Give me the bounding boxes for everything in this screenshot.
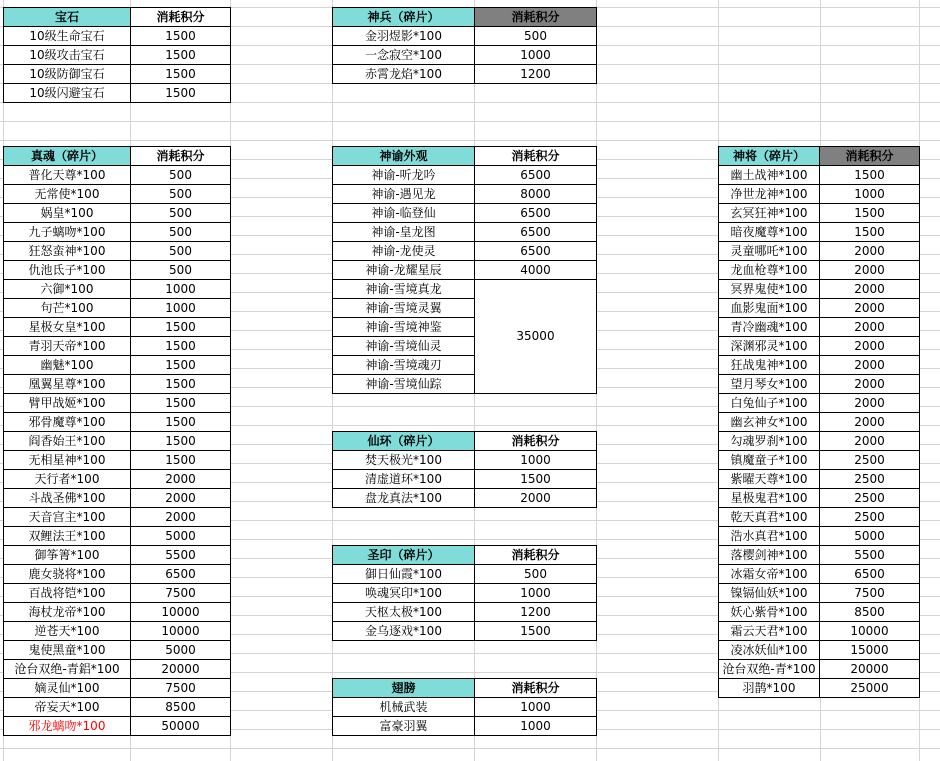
table-row bbox=[4, 185, 231, 204]
item-name-cell[interactable]: 星极女皇*100 bbox=[4, 318, 131, 337]
item-name-cell[interactable]: 御筝箐*100 bbox=[4, 546, 131, 565]
points-cell[interactable]: 5000 bbox=[131, 641, 231, 660]
table-row bbox=[4, 565, 231, 584]
table-row bbox=[719, 660, 920, 679]
table-row bbox=[4, 84, 231, 103]
points-cell[interactable]: 5000 bbox=[131, 527, 231, 546]
table-row bbox=[333, 204, 597, 223]
item-name-cell[interactable]: 落樱剑神*100 bbox=[719, 546, 820, 565]
item-name-cell[interactable]: 神谕-遇见龙 bbox=[333, 185, 475, 204]
item-name-cell[interactable]: 幽土战神*100 bbox=[719, 166, 820, 185]
table-row bbox=[719, 527, 920, 546]
table-row bbox=[719, 375, 920, 394]
points-cell[interactable]: 1500 bbox=[131, 27, 231, 46]
points-cell[interactable]: 5500 bbox=[131, 546, 231, 565]
points-cell[interactable]: 1000 bbox=[475, 584, 597, 603]
item-name-cell[interactable]: 神谕-雪境真龙 bbox=[333, 280, 475, 299]
points-cell[interactable]: 1200 bbox=[475, 603, 597, 622]
points-cell[interactable]: 50000 bbox=[131, 717, 231, 736]
points-cell[interactable]: 6500 bbox=[475, 204, 597, 223]
table-row bbox=[719, 223, 920, 242]
points-cell[interactable]: 7500 bbox=[131, 584, 231, 603]
points-cell[interactable]: 1500 bbox=[820, 223, 920, 242]
item-name-cell[interactable]: 玄冥狂神*100 bbox=[719, 204, 820, 223]
points-cell[interactable]: 5000 bbox=[820, 527, 920, 546]
item-name-cell[interactable]: 幽玄神女*100 bbox=[719, 413, 820, 432]
table-row bbox=[719, 242, 920, 261]
table-row bbox=[719, 299, 920, 318]
table-row bbox=[4, 717, 231, 736]
header-item-cell[interactable]: 翅膀 bbox=[333, 679, 475, 698]
item-name-cell[interactable]: 嫡灵仙*100 bbox=[4, 679, 131, 698]
points-cell[interactable]: 2000 bbox=[820, 261, 920, 280]
item-name-cell[interactable]: 凌冰妖仙*100 bbox=[719, 641, 820, 660]
table-row bbox=[4, 698, 231, 717]
points-cell[interactable]: 2000 bbox=[820, 318, 920, 337]
item-name-cell[interactable]: 神谕-龙使灵 bbox=[333, 242, 475, 261]
points-cell[interactable]: 2000 bbox=[820, 356, 920, 375]
table-row bbox=[719, 185, 920, 204]
table-row bbox=[333, 489, 597, 508]
item-name-cell[interactable]: 龙血枪尊*100 bbox=[719, 261, 820, 280]
table-row bbox=[4, 641, 231, 660]
item-name-cell[interactable]: 灵童哪吒*100 bbox=[719, 242, 820, 261]
table-row bbox=[333, 698, 597, 717]
points-cell[interactable]: 500 bbox=[131, 166, 231, 185]
item-name-cell[interactable]: 深渊邪灵*100 bbox=[719, 337, 820, 356]
item-name-cell[interactable]: 邪骨魔尊*100 bbox=[4, 413, 131, 432]
table-row bbox=[333, 717, 597, 736]
header-points-cell[interactable]: 消耗积分 bbox=[131, 147, 231, 166]
table-row bbox=[719, 622, 920, 641]
table-row bbox=[333, 46, 597, 65]
shenjiang-table bbox=[718, 146, 920, 698]
points-cell[interactable]: 1500 bbox=[131, 318, 231, 337]
table-row bbox=[4, 470, 231, 489]
item-name-cell[interactable]: 狂战鬼神*100 bbox=[719, 356, 820, 375]
points-cell[interactable]: 1000 bbox=[131, 299, 231, 318]
table-row bbox=[4, 375, 231, 394]
points-cell[interactable]: 2000 bbox=[820, 242, 920, 261]
item-name-cell[interactable]: 双鲤法王*100 bbox=[4, 527, 131, 546]
points-cell[interactable]: 2000 bbox=[820, 299, 920, 318]
table-row bbox=[4, 489, 231, 508]
table-row bbox=[719, 204, 920, 223]
points-cell[interactable]: 20000 bbox=[131, 660, 231, 679]
table-row bbox=[333, 451, 597, 470]
item-name-cell[interactable]: 阎香始王*100 bbox=[4, 432, 131, 451]
table-row bbox=[333, 185, 597, 204]
item-name-cell[interactable]: 白兔仙子*100 bbox=[719, 394, 820, 413]
points-cell[interactable]: 1000 bbox=[475, 698, 597, 717]
table-row bbox=[4, 356, 231, 375]
item-name-cell[interactable]: 10级攻击宝石 bbox=[4, 46, 131, 65]
item-name-cell[interactable]: 海杖龙帝*100 bbox=[4, 603, 131, 622]
table-row bbox=[4, 166, 231, 185]
header-item-cell[interactable]: 神谕外观 bbox=[333, 147, 475, 166]
item-name-cell[interactable]: 青羽天帝*100 bbox=[4, 337, 131, 356]
item-name-cell[interactable]: 御日仙霞*100 bbox=[333, 565, 475, 584]
table-row bbox=[719, 489, 920, 508]
points-cell[interactable]: 6500 bbox=[131, 565, 231, 584]
item-name-cell[interactable]: 金乌逐戏*100 bbox=[333, 622, 475, 641]
item-name-cell[interactable]: 神谕-雪境仙灵 bbox=[333, 337, 475, 356]
points-cell[interactable]: 1000 bbox=[820, 185, 920, 204]
points-cell[interactable]: 10000 bbox=[131, 622, 231, 641]
points-cell[interactable]: 2000 bbox=[475, 489, 597, 508]
header-item-cell[interactable]: 神将（碎片） bbox=[719, 147, 820, 166]
item-name-cell[interactable]: 清虚道环*100 bbox=[333, 470, 475, 489]
table-row bbox=[4, 622, 231, 641]
item-name-cell[interactable]: 紫曜天尊*100 bbox=[719, 470, 820, 489]
points-cell[interactable]: 25000 bbox=[820, 679, 920, 698]
header-points-cell[interactable]: 消耗积分 bbox=[475, 546, 597, 565]
table-row bbox=[719, 508, 920, 527]
points-cell[interactable]: 7500 bbox=[131, 679, 231, 698]
item-name-cell[interactable]: 邪龙螭吻*100 bbox=[4, 717, 131, 736]
item-name-cell[interactable]: 斗战圣佛*100 bbox=[4, 489, 131, 508]
item-name-cell[interactable]: 天枢太极*100 bbox=[333, 603, 475, 622]
points-cell[interactable]: 500 bbox=[475, 27, 597, 46]
points-cell[interactable]: 5500 bbox=[820, 546, 920, 565]
points-cell[interactable]: 2000 bbox=[131, 489, 231, 508]
item-name-cell[interactable]: 羽鹊*100 bbox=[719, 679, 820, 698]
points-cell[interactable]: 7500 bbox=[820, 584, 920, 603]
points-cell[interactable]: 2000 bbox=[820, 337, 920, 356]
table-row bbox=[719, 413, 920, 432]
header-row bbox=[333, 679, 597, 698]
points-cell[interactable]: 6500 bbox=[475, 166, 597, 185]
table-row bbox=[4, 527, 231, 546]
points-cell[interactable]: 1000 bbox=[475, 451, 597, 470]
table-row bbox=[4, 603, 231, 622]
points-cell[interactable]: 2500 bbox=[820, 489, 920, 508]
table-row bbox=[4, 584, 231, 603]
points-cell[interactable]: 8000 bbox=[475, 185, 597, 204]
item-name-cell[interactable]: 神谕-听龙吟 bbox=[333, 166, 475, 185]
table-row bbox=[4, 432, 231, 451]
table-row bbox=[4, 394, 231, 413]
points-cell[interactable]: 8500 bbox=[820, 603, 920, 622]
points-cell[interactable]: 2000 bbox=[820, 394, 920, 413]
item-name-cell[interactable]: 望月琴女*100 bbox=[719, 375, 820, 394]
points-cell[interactable]: 1500 bbox=[131, 375, 231, 394]
table-row bbox=[719, 641, 920, 660]
table-row bbox=[333, 65, 597, 84]
table-row bbox=[333, 470, 597, 489]
item-name-cell[interactable]: 10级生命宝石 bbox=[4, 27, 131, 46]
item-name-cell[interactable]: 神谕-雪境魂刃 bbox=[333, 356, 475, 375]
table-row bbox=[333, 565, 597, 584]
points-cell[interactable]: 4000 bbox=[475, 261, 597, 280]
item-name-cell[interactable]: 浩水真君*100 bbox=[719, 527, 820, 546]
item-name-cell[interactable]: 狂怒蛮神*100 bbox=[4, 242, 131, 261]
points-cell[interactable]: 2500 bbox=[820, 470, 920, 489]
item-name-cell[interactable]: 句芒*100 bbox=[4, 299, 131, 318]
item-name-cell[interactable]: 暗夜魔尊*100 bbox=[719, 223, 820, 242]
shenyu-table bbox=[332, 146, 597, 394]
item-name-cell[interactable]: 星极鬼君*100 bbox=[719, 489, 820, 508]
header-points-cell[interactable]: 消耗积分 bbox=[475, 8, 597, 27]
table-row bbox=[4, 508, 231, 527]
item-name-cell[interactable]: 焚天极光*100 bbox=[333, 451, 475, 470]
item-name-cell[interactable]: 霜云天君*100 bbox=[719, 622, 820, 641]
merged-points-cell[interactable]: 35000 bbox=[475, 280, 597, 394]
item-name-cell[interactable]: 神谕-龙耀星辰 bbox=[333, 261, 475, 280]
xianhuan-table bbox=[332, 431, 597, 508]
item-name-cell[interactable]: 盘龙真法*100 bbox=[333, 489, 475, 508]
points-cell[interactable]: 1500 bbox=[131, 337, 231, 356]
item-name-cell[interactable]: 镍镉仙妖*100 bbox=[719, 584, 820, 603]
table-row bbox=[4, 65, 231, 84]
table-row bbox=[333, 261, 597, 280]
item-name-cell[interactable]: 无常使*100 bbox=[4, 185, 131, 204]
points-cell[interactable]: 2000 bbox=[820, 375, 920, 394]
points-cell[interactable]: 1500 bbox=[820, 204, 920, 223]
table-row bbox=[333, 166, 597, 185]
item-name-cell[interactable]: 勾魂罗刹*100 bbox=[719, 432, 820, 451]
points-cell[interactable]: 2000 bbox=[131, 470, 231, 489]
item-name-cell[interactable]: 九子螭吻*100 bbox=[4, 223, 131, 242]
item-name-cell[interactable]: 幽魅*100 bbox=[4, 356, 131, 375]
table-row bbox=[719, 432, 920, 451]
points-cell[interactable]: 1500 bbox=[131, 394, 231, 413]
points-cell[interactable]: 2500 bbox=[820, 508, 920, 527]
table-row bbox=[4, 261, 231, 280]
header-item-cell[interactable]: 宝石 bbox=[4, 8, 131, 27]
points-cell[interactable]: 1500 bbox=[131, 451, 231, 470]
table-row bbox=[719, 584, 920, 603]
table-row bbox=[4, 299, 231, 318]
points-cell[interactable]: 2000 bbox=[820, 413, 920, 432]
points-cell[interactable]: 500 bbox=[131, 242, 231, 261]
table-row bbox=[333, 584, 597, 603]
item-name-cell[interactable]: 冥界鬼使*100 bbox=[719, 280, 820, 299]
item-name-cell[interactable]: 鹿女骁将*100 bbox=[4, 565, 131, 584]
table-row bbox=[719, 318, 920, 337]
item-name-cell[interactable]: 逆苍天*100 bbox=[4, 622, 131, 641]
points-cell[interactable]: 15000 bbox=[820, 641, 920, 660]
table-row bbox=[4, 204, 231, 223]
points-cell[interactable]: 1000 bbox=[475, 46, 597, 65]
header-points-cell[interactable]: 消耗积分 bbox=[475, 147, 597, 166]
header-row bbox=[4, 147, 231, 166]
table-row bbox=[719, 166, 920, 185]
table-row bbox=[4, 223, 231, 242]
points-cell[interactable]: 2500 bbox=[820, 451, 920, 470]
points-cell[interactable]: 500 bbox=[131, 261, 231, 280]
table-row bbox=[4, 46, 231, 65]
table-row bbox=[4, 242, 231, 261]
table-row bbox=[719, 280, 920, 299]
table-row bbox=[333, 27, 597, 46]
item-name-cell[interactable]: 机械武装 bbox=[333, 698, 475, 717]
item-name-cell[interactable]: 神谕-雪境灵翼 bbox=[333, 299, 475, 318]
points-cell[interactable]: 1200 bbox=[475, 65, 597, 84]
item-name-cell[interactable]: 臂甲战姬*100 bbox=[4, 394, 131, 413]
item-name-cell[interactable]: 沧台双绝-青鋁*100 bbox=[4, 660, 131, 679]
points-cell[interactable]: 500 bbox=[131, 204, 231, 223]
header-item-cell[interactable]: 圣印（碎片） bbox=[333, 546, 475, 565]
item-name-cell[interactable]: 一念寂空*100 bbox=[333, 46, 475, 65]
points-cell[interactable]: 1500 bbox=[475, 470, 597, 489]
header-row bbox=[333, 546, 597, 565]
item-name-cell[interactable]: 鬼使黑童*100 bbox=[4, 641, 131, 660]
item-name-cell[interactable]: 血影鬼面*100 bbox=[719, 299, 820, 318]
table-row bbox=[333, 603, 597, 622]
header-row bbox=[333, 147, 597, 166]
item-name-cell[interactable]: 神谕-临登仙 bbox=[333, 204, 475, 223]
table-row bbox=[719, 546, 920, 565]
table-row bbox=[333, 622, 597, 641]
item-name-cell[interactable]: 无相星神*100 bbox=[4, 451, 131, 470]
item-name-cell[interactable]: 百战将铠*100 bbox=[4, 584, 131, 603]
header-row bbox=[719, 147, 920, 166]
points-cell[interactable]: 20000 bbox=[820, 660, 920, 679]
points-cell[interactable]: 1500 bbox=[131, 84, 231, 103]
item-name-cell[interactable]: 凰翼星尊*100 bbox=[4, 375, 131, 394]
table-row bbox=[4, 451, 231, 470]
table-row bbox=[333, 223, 597, 242]
item-name-cell[interactable]: 乾天真君*100 bbox=[719, 508, 820, 527]
item-name-cell[interactable]: 普化天尊*100 bbox=[4, 166, 131, 185]
table-row bbox=[4, 660, 231, 679]
points-cell[interactable]: 500 bbox=[475, 565, 597, 584]
points-cell[interactable]: 6500 bbox=[475, 242, 597, 261]
gems-table bbox=[3, 7, 231, 103]
item-name-cell[interactable]: 妖心紫骨*100 bbox=[719, 603, 820, 622]
table-row bbox=[719, 261, 920, 280]
item-name-cell[interactable]: 神谕-雪境仙踪 bbox=[333, 375, 475, 394]
header-points-cell[interactable]: 消耗积分 bbox=[820, 147, 920, 166]
points-cell[interactable]: 1500 bbox=[131, 46, 231, 65]
chibang-table bbox=[332, 678, 597, 736]
item-name-cell[interactable]: 帝妄天*100 bbox=[4, 698, 131, 717]
table-row bbox=[719, 394, 920, 413]
header-points-cell[interactable]: 消耗积分 bbox=[131, 8, 231, 27]
item-name-cell[interactable]: 10级闪避宝石 bbox=[4, 84, 131, 103]
table-row bbox=[719, 451, 920, 470]
header-item-cell[interactable]: 神兵（碎片） bbox=[333, 8, 475, 27]
table-row bbox=[719, 470, 920, 489]
points-cell[interactable]: 500 bbox=[131, 223, 231, 242]
points-cell[interactable]: 1000 bbox=[131, 280, 231, 299]
item-name-cell[interactable]: 神谕-雪境神鉴 bbox=[333, 318, 475, 337]
table-row bbox=[719, 679, 920, 698]
item-name-cell[interactable]: 冰霜女帝*100 bbox=[719, 565, 820, 584]
header-item-cell[interactable]: 真魂（碎片） bbox=[4, 147, 131, 166]
table-row bbox=[719, 603, 920, 622]
points-cell[interactable]: 6500 bbox=[475, 223, 597, 242]
points-cell[interactable]: 1500 bbox=[820, 166, 920, 185]
points-cell[interactable]: 6500 bbox=[820, 565, 920, 584]
points-cell[interactable]: 10000 bbox=[131, 603, 231, 622]
item-name-cell[interactable]: 天行者*100 bbox=[4, 470, 131, 489]
points-cell[interactable]: 10000 bbox=[820, 622, 920, 641]
table-row bbox=[4, 546, 231, 565]
table-row bbox=[4, 280, 231, 299]
points-cell[interactable]: 1500 bbox=[131, 356, 231, 375]
header-row bbox=[4, 8, 231, 27]
table-row bbox=[4, 679, 231, 698]
points-cell[interactable]: 2000 bbox=[820, 280, 920, 299]
table-row bbox=[4, 27, 231, 46]
table-row bbox=[4, 318, 231, 337]
points-cell[interactable]: 1000 bbox=[475, 717, 597, 736]
points-cell[interactable]: 1500 bbox=[131, 432, 231, 451]
table-row bbox=[4, 337, 231, 356]
table-row bbox=[4, 413, 231, 432]
header-row bbox=[333, 8, 597, 27]
points-cell[interactable]: 1500 bbox=[475, 622, 597, 641]
points-cell[interactable]: 1500 bbox=[131, 413, 231, 432]
item-name-cell[interactable]: 天音宫主*100 bbox=[4, 508, 131, 527]
table-row bbox=[719, 337, 920, 356]
header-points-cell[interactable]: 消耗积分 bbox=[475, 432, 597, 451]
item-name-cell[interactable]: 赤霄龙焰*100 bbox=[333, 65, 475, 84]
points-cell[interactable]: 2000 bbox=[131, 508, 231, 527]
header-item-cell[interactable]: 仙环（碎片） bbox=[333, 432, 475, 451]
header-points-cell[interactable]: 消耗积分 bbox=[475, 679, 597, 698]
item-name-cell[interactable]: 沧台双绝-青*100 bbox=[719, 660, 820, 679]
points-cell[interactable]: 500 bbox=[131, 185, 231, 204]
item-name-cell[interactable]: 唤魂冥印*100 bbox=[333, 584, 475, 603]
shengyin-table bbox=[332, 545, 597, 641]
item-name-cell[interactable]: 金羽煜影*100 bbox=[333, 27, 475, 46]
item-name-cell[interactable]: 镇魔童子*100 bbox=[719, 451, 820, 470]
table-row bbox=[719, 356, 920, 375]
table-row bbox=[333, 242, 597, 261]
header-row bbox=[333, 432, 597, 451]
table-row bbox=[719, 565, 920, 584]
points-cell[interactable]: 8500 bbox=[131, 698, 231, 717]
points-cell[interactable]: 1500 bbox=[131, 65, 231, 84]
shenbing-table bbox=[332, 7, 597, 84]
zhenhun-table bbox=[3, 146, 231, 736]
points-cell[interactable]: 2000 bbox=[820, 432, 920, 451]
item-name-cell[interactable]: 青冷幽魂*100 bbox=[719, 318, 820, 337]
item-name-cell[interactable]: 神谕-皇龙图 bbox=[333, 223, 475, 242]
item-name-cell[interactable]: 仇池氐子*100 bbox=[4, 261, 131, 280]
item-name-cell[interactable]: 六御*100 bbox=[4, 280, 131, 299]
item-name-cell[interactable]: 净世龙神*100 bbox=[719, 185, 820, 204]
table-row bbox=[333, 280, 597, 299]
item-name-cell[interactable]: 富豪羽翼 bbox=[333, 717, 475, 736]
item-name-cell[interactable]: 10级防御宝石 bbox=[4, 65, 131, 84]
item-name-cell[interactable]: 娲皇*100 bbox=[4, 204, 131, 223]
